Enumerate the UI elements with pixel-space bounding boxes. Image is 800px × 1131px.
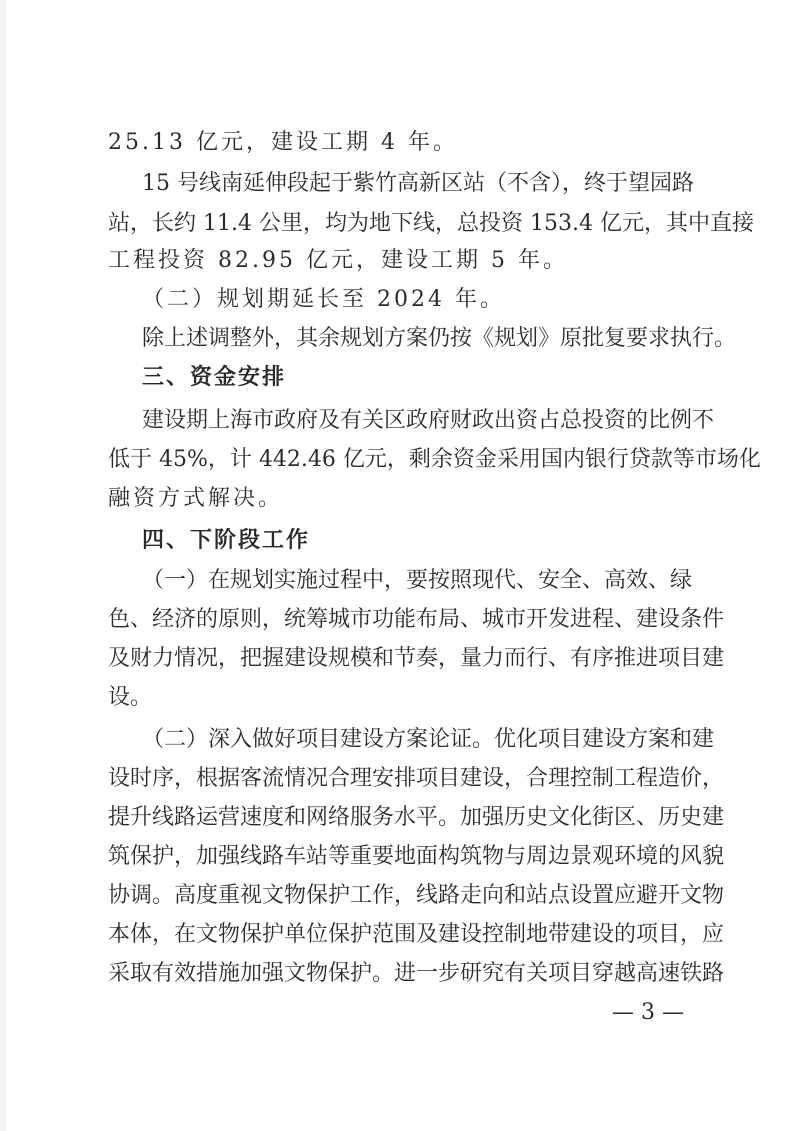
text-line: 提升线路运营速度和网络服务水平。加强历史文化街区、历史建 xyxy=(108,805,725,830)
text-line: 低于 45%，计 442.46 亿元，剩余资金采用国内银行贷款等市场化 xyxy=(108,447,761,472)
text-line: 色、经济的原则，统筹城市功能布局、城市开发进程、建设条件 xyxy=(108,607,725,632)
page-number: — 3 — xyxy=(612,1000,684,1025)
text-line: 本体，在文物保护单位保护范围及建设控制地带建设的项目，应 xyxy=(108,922,725,947)
section-heading-funding: 三、资金安排 xyxy=(142,365,287,390)
paragraph-line-funding: 建设期上海市政府及有关区政府财政出资占总投资的比例不 xyxy=(142,408,715,433)
text-line: 协调。高度重视文物保护工作，线路走向和站点设置应避开文物 xyxy=(108,883,725,908)
paragraph-line-other-adjustments: 除上述调整外，其余规划方案仍按《规划》原批复要求执行。 xyxy=(142,326,737,351)
text-line: 站，长约 11.4 公里，均为地下线，总投资 153.4 亿元，其中直接 xyxy=(108,211,754,236)
text-line: 及财力情况，把握建设规模和节奏，量力而行、有序推进项目建 xyxy=(108,646,725,671)
text-line: 设。 xyxy=(108,685,153,710)
paragraph-line-project-plan: （二）深入做好项目建设方案论证。优化项目建设方案和建 xyxy=(142,727,715,752)
text-line: 25.13 亿元，建设工期 4 年。 xyxy=(108,130,458,155)
paragraph-line-15-south-extension: 15 号线南延伸段起于紫竹高新区站（不含），终于望园路 xyxy=(142,171,694,196)
text-line: 设时序，根据客流情况合理安排项目建设，合理控制工程造价， xyxy=(108,766,725,791)
scan-edge xyxy=(0,0,6,1131)
text-line: 融资方式解决。 xyxy=(108,486,284,511)
paragraph-line-implementation: （一）在规划实施过程中，要按照现代、安全、高效、绿 xyxy=(142,568,693,593)
text-line: 筑保护，加强线路车站等重要地面构筑物与周边景观环境的风貌 xyxy=(108,844,725,869)
paragraph-line-planning-period: （二）规划期延长至 2024 年。 xyxy=(142,287,505,312)
section-heading-next-steps: 四、下阶段工作 xyxy=(142,528,311,553)
text-line: 工程投资 82.95 亿元，建设工期 5 年。 xyxy=(108,248,568,273)
text-line: 采取有效措施加强文物保护。进一步研究有关项目穿越高速铁路 xyxy=(108,961,725,986)
